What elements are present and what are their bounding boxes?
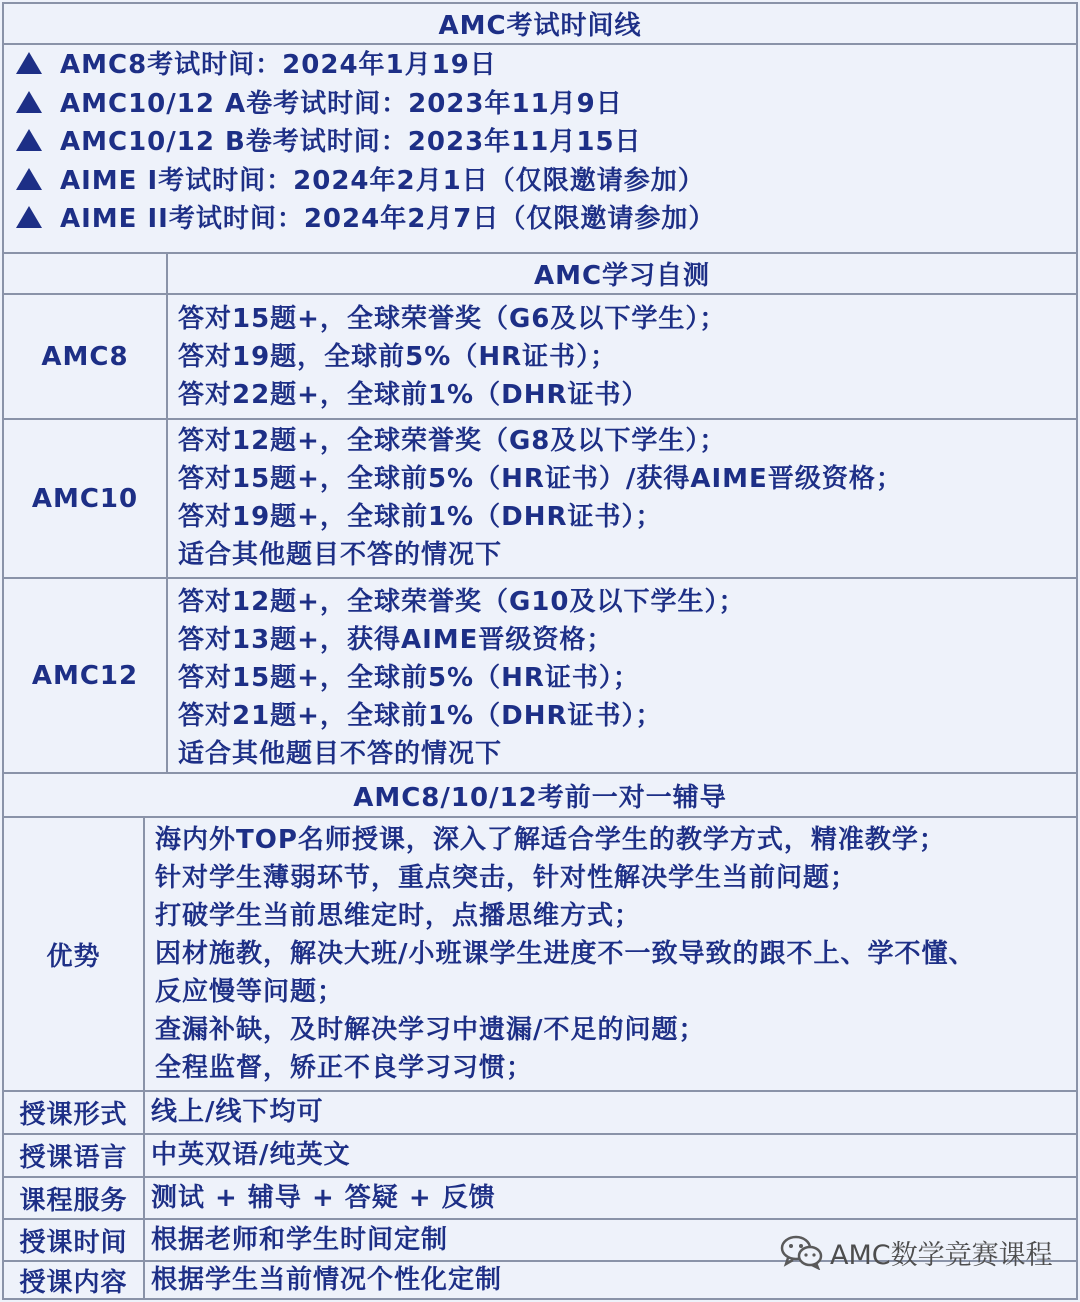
row-value-language: 中英双语/纯英文 bbox=[151, 1140, 351, 1170]
criteria-line: 答对21题+，全球前1%（DHR证书）； bbox=[178, 701, 663, 731]
amc10-criteria bbox=[178, 422, 1068, 574]
row-value-format: 线上/线下均可 bbox=[151, 1097, 324, 1127]
grid-line bbox=[2, 816, 1078, 818]
advantage-line: 全程监督，矫正不良学习习惯； bbox=[155, 1053, 534, 1083]
timeline-item: AIME II考试时间：2024年2月7日（仅限邀请参加） bbox=[16, 200, 1066, 239]
row-label-content: 授课内容 bbox=[19, 1267, 128, 1298]
criteria-line: 答对15题+，全球前5%（HR证书）； bbox=[178, 663, 640, 693]
grid-line bbox=[1076, 2, 1078, 1300]
grid-line bbox=[166, 252, 168, 774]
grid-line bbox=[2, 1298, 1078, 1300]
wechat-icon bbox=[780, 1234, 824, 1270]
advantages-list bbox=[155, 821, 1070, 1087]
row-value-content: 根据学生当前情况个性化定制 bbox=[151, 1265, 503, 1295]
watermark-text: AMC数学竞赛课程 bbox=[830, 1239, 1053, 1271]
row-label-amc8: AMC8 bbox=[41, 341, 129, 372]
advantage-line: 反应慢等问题； bbox=[155, 977, 345, 1007]
tutoring-title: AMC8/10/12考前一对一辅导 bbox=[353, 782, 727, 813]
criteria-line: 答对15题+，全球前5%（HR证书）/获得AIME晋级资格； bbox=[178, 464, 903, 494]
amc12-criteria bbox=[178, 583, 1068, 773]
row-label-amc10: AMC10 bbox=[31, 483, 139, 514]
row-label-format: 授课形式 bbox=[19, 1100, 128, 1130]
row-label-schedule: 授课时间 bbox=[19, 1227, 128, 1258]
timeline-item: AMC8考试时间：2024年1月19日 bbox=[16, 46, 1066, 85]
triangle-bullet-icon bbox=[16, 168, 42, 190]
row-label-language: 授课语言 bbox=[19, 1143, 128, 1173]
criteria-line: 答对19题+，全球前1%（DHR证书）； bbox=[178, 502, 663, 532]
advantage-line: 针对学生薄弱环节，重点突击，针对性解决学生当前问题； bbox=[155, 863, 858, 893]
timeline-list bbox=[16, 46, 1066, 239]
grid-line bbox=[2, 43, 1078, 45]
criteria-line: 适合其他题目不答的情况下 bbox=[178, 739, 503, 769]
advantages-label: 优势 bbox=[46, 941, 101, 972]
triangle-bullet-icon bbox=[16, 52, 42, 74]
watermark bbox=[780, 1232, 1053, 1272]
criteria-line: 答对12题+，全球荣誉奖（G8及以下学生）； bbox=[178, 426, 727, 456]
timeline-item: AIME I考试时间：2024年2月1日（仅限邀请参加） bbox=[16, 162, 1066, 201]
row-label-service: 课程服务 bbox=[19, 1185, 128, 1216]
criteria-line: 答对13题+，获得AIME晋级资格； bbox=[178, 625, 614, 655]
row-value-schedule: 根据老师和学生时间定制 bbox=[151, 1225, 449, 1255]
self-test-title: AMC学习自测 bbox=[533, 261, 711, 291]
triangle-bullet-icon bbox=[16, 91, 42, 113]
row-label-amc12: AMC12 bbox=[31, 660, 139, 691]
criteria-line: 答对19题，全球前5%（HR证书）； bbox=[178, 342, 618, 372]
triangle-bullet-icon bbox=[16, 129, 42, 151]
advantage-line: 因材施教，解决大班/小班课学生进度不一致导致的跟不上、学不懂、 bbox=[155, 939, 976, 969]
advantage-line: 查漏补缺，及时解决学习中遗漏/不足的问题； bbox=[155, 1015, 706, 1045]
timeline-item: AMC10/12 A卷考试时间：2023年11月9日 bbox=[16, 85, 1066, 124]
criteria-line: 答对15题+，全球荣誉奖（G6及以下学生）； bbox=[178, 304, 727, 334]
criteria-line: 答对22题+，全球前1%（DHR证书） bbox=[178, 380, 649, 410]
advantage-line: 海内外TOP名师授课，深入了解适合学生的教学方式，精准教学； bbox=[155, 825, 946, 855]
triangle-bullet-icon bbox=[16, 206, 42, 228]
criteria-line: 答对12题+，全球荣誉奖（G10及以下学生）； bbox=[178, 587, 746, 617]
criteria-line: 适合其他题目不答的情况下 bbox=[178, 540, 503, 570]
advantage-line: 打破学生当前思维定时，点播思维方式； bbox=[155, 901, 642, 931]
timeline-item: AMC10/12 B卷考试时间：2023年11月15日 bbox=[16, 123, 1066, 162]
timeline-title: AMC考试时间线 bbox=[438, 11, 642, 41]
amc8-criteria bbox=[178, 300, 1068, 414]
row-value-service: 测试 + 辅导 + 答疑 + 反馈 bbox=[151, 1183, 496, 1213]
grid-line bbox=[143, 816, 145, 1300]
